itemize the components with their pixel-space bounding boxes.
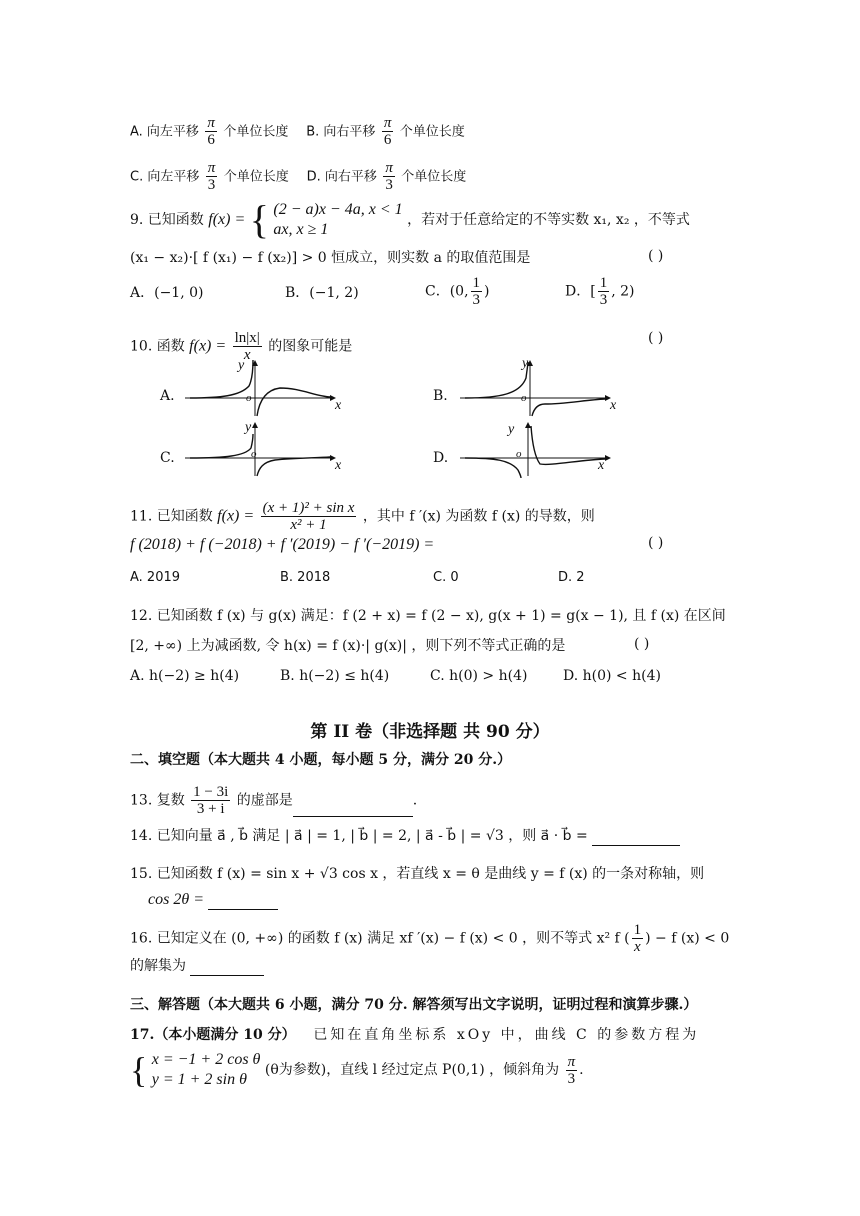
q16-answer-blank[interactable]	[190, 959, 264, 976]
graph-a-label: A.	[160, 388, 175, 404]
graph-d-label: D.	[433, 450, 449, 466]
q12-option-b: B. h(−2) ≤ h(4)	[280, 668, 390, 684]
q9-option-d: D．[ $\frac{1}{3}$ , 2)	[565, 275, 635, 308]
q9-case-1: (2 − a)x − 4a, x < 1	[273, 201, 403, 218]
q11-statement: 11. 已知函数 f(x) = $\frac{\text{(x + 1)² + sin x}}{\text{x² + 1}}$ ，其中 f ′(x) 为函数 f (x) 的导数，则	[130, 500, 595, 533]
q9-line-2: (x₁ − x₂)·[ f (x₁) − f (x₂)] > 0 恒成立，则实数 a 的取值范围是	[130, 250, 531, 266]
q17-label: 17.（本小题满分 10 分）	[130, 1027, 296, 1043]
q11-answer-paren: ( )	[648, 535, 664, 551]
q12-answer-paren: ( )	[634, 636, 650, 652]
q8-option-d-label: D. 向右平移	[306, 169, 377, 185]
q8-option-a-fraction: $\frac{\pi}{6}$	[207, 115, 215, 148]
q12-line-1: 12. 已知函数 f (x) 与 g(x) 满足：f (2 + x) = f (2 − x), g(x + 1) = g(x − 1), 且 f (x) 在区间	[130, 608, 726, 624]
q17-line-1: 17.（本小题满分 10 分） 已知在直角坐标系 xOy 中，曲线 C 的参数方程为	[130, 1027, 700, 1043]
q8-option-d-fraction: $\frac{\pi}{3}$	[385, 160, 393, 193]
q12-line-2: [2, +∞) 上为减函数, 令 h(x) = f (x)·| g(x)| ，则下列不等式正确的是	[130, 638, 566, 654]
q9-case-2: ax, x ≥ 1	[273, 221, 329, 238]
q17-line-2: { x = −1 + 2 cos θ y = 1 + 2 sin θ (θ为参数)，直线 l 经过定点 P(0,1) ，倾斜角为 $\frac{\pi}{3}$ .	[130, 1050, 584, 1090]
q8-option-b-label: B. 向右平移	[306, 124, 376, 140]
q15-line-2: cos 2θ =	[148, 890, 278, 910]
q8-option-c-label: C. 向左平移	[130, 169, 200, 185]
q11-option-d: D. 2	[558, 570, 585, 585]
q8-options-row-2: C. 向左平移 $\frac{\pi}{3}$ 个单位长度 D. 向右平移 $\frac{\pi}{3}$ 个单位长度	[130, 160, 467, 193]
q11-option-c: C. 0	[433, 570, 459, 585]
graph-b	[460, 358, 625, 418]
exam-page: A. 向左平移 $\frac{\pi}{6}$ 个单位长度 B. 向右平移 $\frac{\pi}{6}$ 个单位长度 C. 向左平移 $\frac{\pi}{3}$ 个单位长度 D. 向右平移 $\frac{\pi}{3}$ 个单位长度 9. 已知函数 f(x) = { (2 − a)x − 4a, x < 1 ax, x ≥ 1 ，若对于任意给定的不等实数 x₁, x₂ ，不等式 (x₁ − x₂)·[ f (x₁) − f (x₂)] > 0 恒成立，则实数 a 的取值范围是 ( ) A．(−1, 0) B．(−1, 2) C．(0, $\frac{1}{3}$ ) D．[ $\frac{1}{3}$ , 2) 10. 函数 f(x) = $\frac{\ln|x|}{x}$ 的图象可能是 ( ) A. y o x B. y o x C. y o x D. y o x 11. 已知函数 f(x) = $\frac{\text{(x + 1)² + sin x}}{\text{x² + 1}}$ ，其中 f ′(x) 为函数 f (x) 的导数，则 f (2018) + f (−2018) + f ′(2019) − f ′(−2019) = ( ) A. 2019 B. 2018 C. 0 D. 2 12. 已知函数 f (x) 与 g(x) 满足：f (2 + x) = f (2 − x), g(x + 1) = g(x − 1), 且 f (x) 在区间 [2, +∞) 上为减函数, 令 h(x) = f (x)·| g(x)| ，则下列不等式正确的是 ( ) A. h(−2) ≥ h(4) B. h(−2) ≤ h(4) C. h(0) > h(4) D. h(0) < h(4) 第 II 卷（非选择题 共 90 分） 二、填空题（本大题共 4 小题，每小题 5 分，满分 20 分.） 13. 复数 $\frac{1 - 3i}{3 + i}$ 的虚部是 . 14. 已知向量 a⃗ , b⃗ 满足 | a⃗ | = 1, | b⃗ | = 2, | a⃗ - b⃗ | = √3 ，则 a⃗ · b⃗ = 15. 已知函数 f (x) = sin x + √3 cos x ，若直线 x = θ 是曲线 y = f (x) 的一条对称轴，则 cos 2θ = 16. 已知定义在 (0, +∞) 的函数 f (x) 满足 xf ′(x) − f (x) < 0 ，则不等式 x² f ( $\frac{1}{x}$ ) − f (x) < 0 的解集为 三、解答题（本大题共 6 小题，满分 70 分. 解答须写出文字说明，证明过程和演算步骤.） 17.（本小题满分 10 分） 已知在直角坐标系 xOy 中，曲线 C 的参数方程为 { x = −1 + 2 cos θ y = 1 + 2 sin θ (θ为参数)，直线 l 经过定点 P(0,1) ，倾斜角为 $\frac{\pi}{3}$ .	[0, 0, 860, 1216]
q17-case-2: y = 1 + 2 sin θ	[151, 1071, 247, 1088]
q12-option-a: A. h(−2) ≥ h(4)	[130, 668, 240, 684]
q9-option-a: A．(−1, 0)	[130, 285, 204, 301]
q12-option-c: C. h(0) > h(4)	[430, 668, 528, 684]
q9-option-b: B．(−1, 2)	[285, 285, 359, 301]
q9-option-c: C．(0, $\frac{1}{3}$ )	[425, 275, 490, 308]
q10-answer-paren: ( )	[648, 330, 664, 346]
q16-line-2: 的解集为	[130, 956, 264, 976]
section-3-heading: 三、解答题（本大题共 6 小题，满分 70 分. 解答须写出文字说明，证明过程和演算步骤.）	[130, 997, 698, 1013]
graph-a	[185, 358, 350, 418]
q12-option-d: D. h(0) < h(4)	[563, 668, 661, 684]
q9-statement: 9. 已知函数 f(x) = { (2 − a)x − 4a, x < 1 ax, x ≥ 1 ，若对于任意给定的不等实数 x₁, x₂ ，不等式	[130, 197, 690, 242]
q11-option-a: A. 2019	[130, 570, 181, 585]
q8-option-c-fraction: $\frac{\pi}{3}$	[207, 160, 216, 193]
q10-statement: 10. 函数 f(x) = $\frac{\ln|x|}{x}$ 的图象可能是	[130, 330, 353, 363]
part-2-title: 第 II 卷（非选择题 共 90 分）	[310, 722, 550, 742]
q14-answer-blank[interactable]	[592, 829, 680, 846]
q13-answer-blank[interactable]	[293, 800, 413, 817]
q14-statement: 14. 已知向量 a⃗ , b⃗ 满足 | a⃗ | = 1, | b⃗ | = 2, | a⃗ - b⃗ | = √3 ，则 a⃗ · b⃗ =	[130, 826, 680, 846]
q13-statement: 13. 复数 $\frac{1 - 3i}{3 + i}$ 的虚部是 .	[130, 784, 418, 817]
q8-option-a-label: A. 向左平移	[130, 124, 199, 140]
q11-option-b: B. 2018	[280, 570, 331, 585]
q9-answer-paren: ( )	[648, 248, 664, 264]
q8-option-b-fraction: $\frac{\pi}{6}$	[383, 115, 392, 148]
graph-b-label: B.	[433, 388, 448, 404]
graph-c-label: C.	[160, 450, 175, 466]
q8-options-row-1: A. 向左平移 $\frac{\pi}{6}$ 个单位长度 B. 向右平移 $\frac{\pi}{6}$ 个单位长度	[130, 115, 465, 148]
q16-line-1: 16. 已知定义在 (0, +∞) 的函数 f (x) 满足 xf ′(x) − f (x) < 0 ，则不等式 x² f ( $\frac{1}{x}$ ) − f (x) < 0	[130, 922, 730, 955]
q15-answer-blank[interactable]	[208, 893, 278, 910]
graph-c	[185, 420, 350, 478]
section-2-heading: 二、填空题（本大题共 4 小题，每小题 5 分，满分 20 分.）	[130, 752, 512, 768]
q17-case-1: x = −1 + 2 cos θ	[151, 1051, 261, 1068]
q15-line-1: 15. 已知函数 f (x) = sin x + √3 cos x ，若直线 x = θ 是曲线 y = f (x) 的一条对称轴，则	[130, 866, 705, 882]
q11-line-2: f (2018) + f (−2018) + f ′(2019) − f ′(−2019) =	[130, 536, 435, 553]
